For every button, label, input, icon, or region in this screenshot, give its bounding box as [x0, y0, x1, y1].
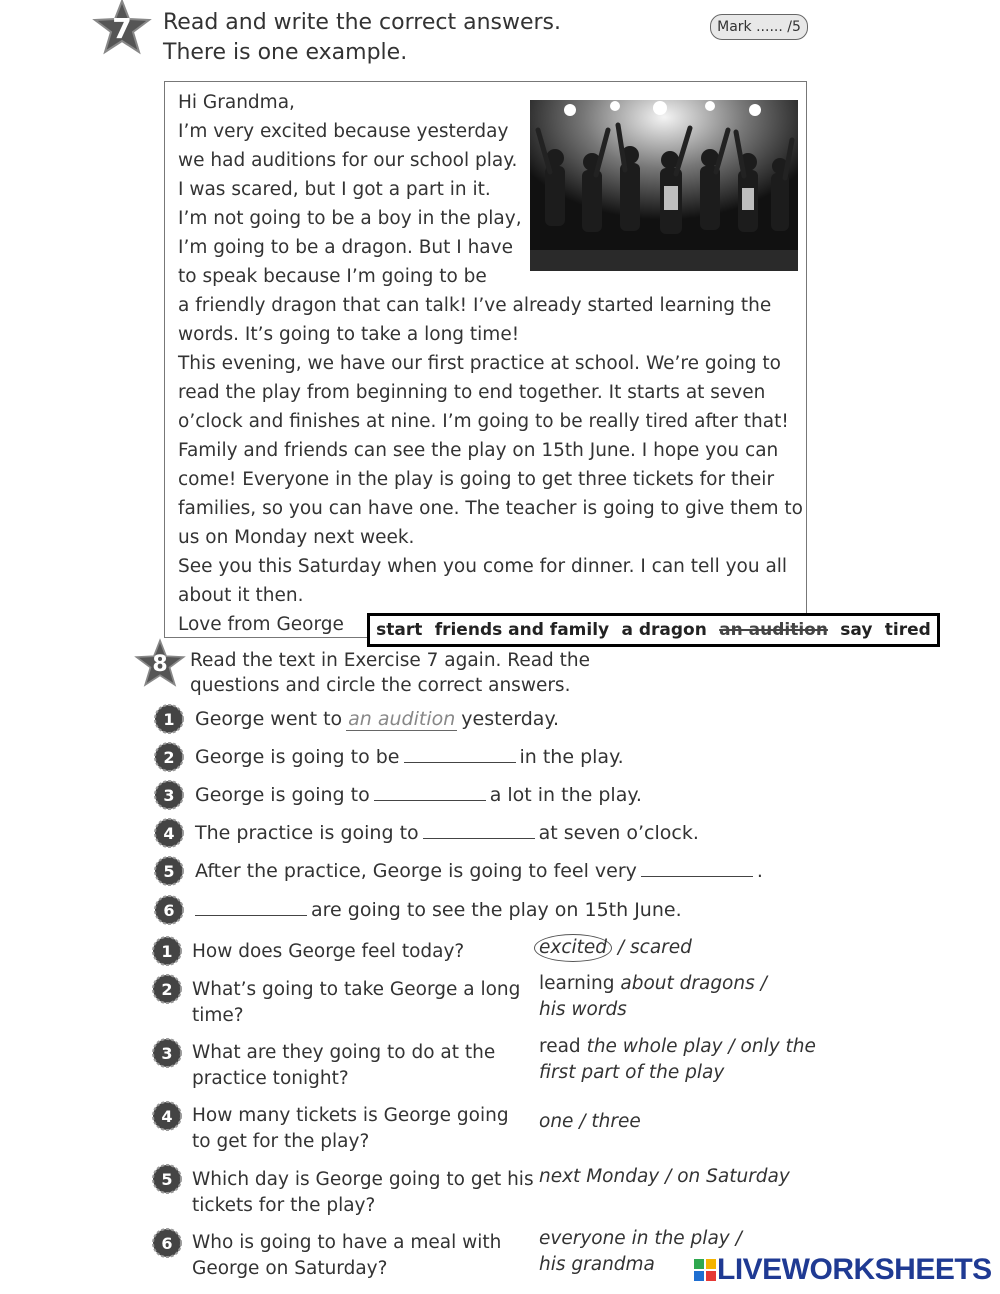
answer-option[interactable]: everyone in the play / [539, 1228, 742, 1249]
liveworksheets-logo-icon [693, 1258, 717, 1282]
answer-option[interactable]: one / three [539, 1111, 641, 1132]
question-number-badge: 4 [152, 1101, 182, 1131]
question-number-badge: 2 [154, 742, 184, 772]
exercise-7-instruction [163, 8, 561, 68]
gap-question: are going to see the play on 15th June. [191, 897, 682, 923]
question-number-badge: 4 [154, 818, 184, 848]
exercise-7-instruction-line-2: There is one example. [163, 40, 408, 65]
choice-answer: read the whole play / only the first part of the play [539, 1036, 816, 1083]
choice-question: Which day is George going to get his tickets for the play? [192, 1169, 534, 1216]
answer-option[interactable]: his grandma [539, 1254, 655, 1275]
letter-line: Love from George [178, 614, 344, 635]
example-answer: an audition [348, 708, 456, 730]
letter-line: Hi Grandma, [178, 92, 295, 113]
choice-answer: learning about dragons / his words [539, 973, 767, 1020]
word-bank-item[interactable]: friends and family [434, 620, 610, 640]
answer-option[interactable]: / scared [617, 937, 692, 958]
word-bank-item[interactable]: tired [884, 620, 931, 640]
word-bank [367, 613, 940, 647]
choice-question: Who is going to have a meal with George on Saturday? [192, 1232, 502, 1279]
answer-option[interactable]: his words [539, 999, 627, 1020]
answer-blank[interactable] [423, 820, 535, 839]
word-bank-item[interactable]: start [376, 620, 423, 640]
question-number-badge: 1 [154, 704, 184, 734]
choice-question: How many tickets is George going to get for the play? [192, 1105, 509, 1152]
answer-option[interactable]: about dragons / [620, 973, 767, 994]
gap-question: After the practice, George is going to feel very . [195, 860, 763, 882]
choice-answer [539, 1109, 641, 1135]
exercise-8-instruction [190, 648, 590, 698]
letter-line: I’m going to be a dragon. But I have [178, 237, 513, 258]
answer-blank[interactable] [404, 744, 516, 763]
letter-line: us on Monday next week. [178, 527, 415, 548]
gap-question: George is going to be in the play. [195, 746, 624, 768]
question-number-badge: 3 [154, 780, 184, 810]
exercise-7-number: 7 [112, 11, 132, 45]
stage-photo-image [530, 100, 798, 271]
exercise-8-number: 8 [152, 651, 168, 677]
gap-question: The practice is going to at seven o’clock. [195, 822, 699, 844]
letter-line: This evening, we have our first practice at school. We’re going to [178, 353, 782, 374]
choice-question: What are they going to do at the practice tonight? [192, 1042, 496, 1089]
word-bank-item[interactable]: say [840, 620, 873, 640]
exercise-7-star-badge [92, 0, 152, 58]
exercise-8-instruction-line-2: questions and circle the correct answers. [190, 675, 571, 696]
word-bank-item-used[interactable]: an audition [719, 620, 828, 640]
word-bank-item[interactable]: a dragon [621, 620, 707, 640]
letter-line: to speak because I’m going to be [178, 266, 487, 287]
letter-line: come! Everyone in the play is going to get three tickets for their [178, 469, 775, 490]
letter-line: See you this Saturday when you come for dinner. I can tell you all [178, 556, 788, 577]
exercise-7-instruction-line-1: Read and write the correct answers. [163, 10, 561, 35]
letter-line: we had auditions for our school play. [178, 150, 518, 171]
answer-option[interactable]: the whole play / only the [586, 1036, 816, 1057]
choice-question: How does George feel today? [192, 941, 465, 962]
letter-line: read the play from beginning to end together. It starts at seven [178, 382, 766, 403]
question-number-badge: 6 [154, 895, 184, 925]
exercise-8-instruction-line-1: Read the text in Exercise 7 again. Read the [190, 650, 591, 671]
letter-line: I was scared, but I got a part in it. [178, 179, 491, 200]
answer-blank[interactable] [641, 858, 753, 877]
question-number-badge: 3 [152, 1038, 182, 1068]
question-number-badge: 5 [152, 1164, 182, 1194]
letter-line: about it then. [178, 585, 304, 606]
letter-line: families, so you can have one. The teacher is going to give them to [178, 498, 803, 519]
choice-answer [539, 1164, 790, 1190]
exercise-8-star-badge [134, 638, 186, 690]
mark-badge: Mark ...... /5 [710, 14, 808, 40]
stage-photo [530, 100, 798, 271]
question-number-badge: 2 [152, 974, 182, 1004]
liveworksheets-logo [693, 1252, 992, 1288]
question-number-badge: 1 [152, 936, 182, 966]
circled-example-answer[interactable]: excited [534, 934, 612, 962]
question-number-badge: 6 [152, 1228, 182, 1258]
gap-question: George is going to a lot in the play. [195, 784, 642, 806]
letter-line: Family and friends can see the play on 15th June. I hope you can [178, 440, 779, 461]
choice-question: What’s going to take George a long time? [192, 979, 521, 1026]
gap-question: George went to an audition yesterday. [195, 708, 560, 730]
answer-blank[interactable] [195, 897, 307, 916]
letter-line: o’clock and finishes at nine. I’m going to be really tired after that! [178, 411, 789, 432]
letter-line: I’m very excited because yesterday [178, 121, 509, 142]
letter-line: a friendly dragon that can talk! I’ve already started learning the [178, 295, 772, 316]
answer-blank[interactable] [374, 782, 486, 801]
letter-line: words. It’s going to take a long time! [178, 324, 520, 345]
question-number-badge: 5 [154, 856, 184, 886]
letter-line: I’m not going to be a boy in the play, [178, 208, 522, 229]
letter-box [164, 81, 807, 638]
liveworksheets-logo-text: LIVEWORKSHEETS [717, 1253, 992, 1286]
answer-option[interactable]: first part of the play [539, 1062, 725, 1083]
answer-option[interactable]: next Monday / on Saturday [539, 1166, 790, 1187]
choice-answer [534, 934, 692, 962]
